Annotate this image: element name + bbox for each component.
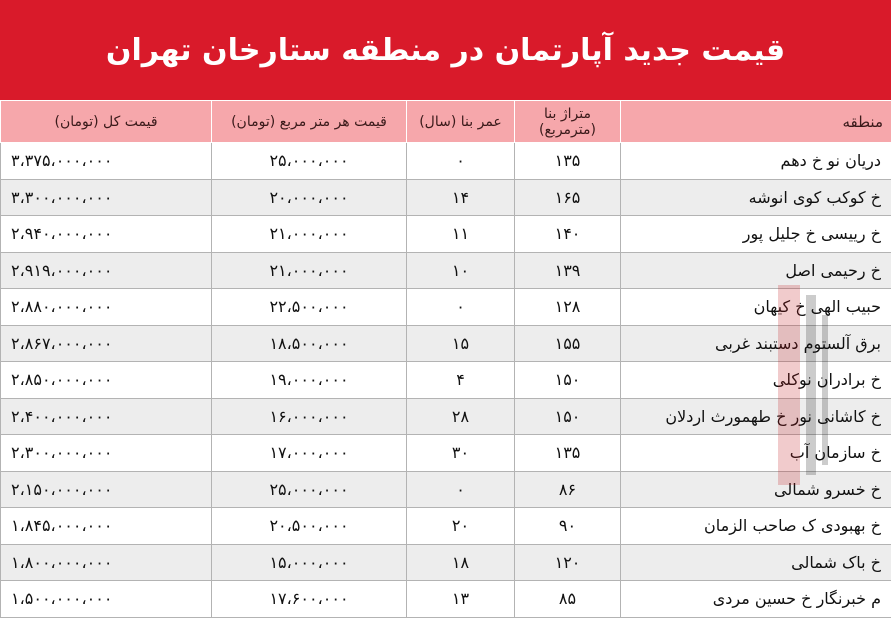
cell-region: برق آلستوم دستبند غربی: [621, 325, 891, 362]
table-row: [1, 435, 891, 472]
cell-area: ۸۵: [515, 581, 621, 618]
cell-total-price: ۲،۳۰۰،۰۰۰،۰۰۰: [1, 435, 212, 472]
cell-price-per-sqm: ۲۵،۰۰۰،۰۰۰: [212, 471, 407, 508]
table-row: [1, 471, 891, 508]
cell-region: خ برادران نوکلی: [621, 362, 891, 399]
cell-price-per-sqm: ۱۸،۵۰۰،۰۰۰: [212, 325, 407, 362]
cell-age: ۰: [407, 143, 515, 180]
cell-total-price: ۲،۸۵۰،۰۰۰،۰۰۰: [1, 362, 212, 399]
cell-total-price: ۱،۵۰۰،۰۰۰،۰۰۰: [1, 581, 212, 618]
cell-price-per-sqm: ۱۷،۰۰۰،۰۰۰: [212, 435, 407, 472]
table-row: [1, 289, 891, 326]
table-row: [1, 398, 891, 435]
table-row: [1, 508, 891, 545]
cell-price-per-sqm: ۱۵،۰۰۰،۰۰۰: [212, 544, 407, 581]
cell-total-price: ۲،۱۵۰،۰۰۰،۰۰۰: [1, 471, 212, 508]
table-header-row: [1, 101, 891, 143]
table-row: [1, 325, 891, 362]
cell-age: ۰: [407, 471, 515, 508]
table-row: [1, 216, 891, 253]
cell-region: خ باک شمالی: [621, 544, 891, 581]
cell-region: خ خسرو شمالی: [621, 471, 891, 508]
cell-area: ۱۶۵: [515, 179, 621, 216]
header-total-price: قیمت کل (تومان): [1, 101, 212, 143]
table-row: [1, 544, 891, 581]
cell-area: ۱۵۵: [515, 325, 621, 362]
cell-total-price: ۲،۴۰۰،۰۰۰،۰۰۰: [1, 398, 212, 435]
cell-area: ۱۴۰: [515, 216, 621, 253]
cell-region: خ بهبودی ک صاحب الزمان: [621, 508, 891, 545]
cell-price-per-sqm: ۱۶،۰۰۰،۰۰۰: [212, 398, 407, 435]
cell-area: ۱۳۹: [515, 252, 621, 289]
page-title: قیمت جدید آپارتمان در منطقه ستارخان تهران: [0, 0, 891, 100]
cell-area: ۱۲۰: [515, 544, 621, 581]
cell-price-per-sqm: ۲۰،۵۰۰،۰۰۰: [212, 508, 407, 545]
cell-area: ۹۰: [515, 508, 621, 545]
cell-price-per-sqm: ۱۷،۶۰۰،۰۰۰: [212, 581, 407, 618]
cell-region: خ کوکب کوی انوشه: [621, 179, 891, 216]
cell-region: خ رحیمی اصل: [621, 252, 891, 289]
cell-age: ۱۳: [407, 581, 515, 618]
cell-area: ۱۵۰: [515, 362, 621, 399]
cell-region: م خبرنگار خ حسین مردی: [621, 581, 891, 618]
cell-total-price: ۲،۸۸۰،۰۰۰،۰۰۰: [1, 289, 212, 326]
price-table: [0, 100, 891, 618]
table-row: [1, 362, 891, 399]
table-row: [1, 179, 891, 216]
cell-region: خ رییسی خ جلیل پور: [621, 216, 891, 253]
cell-region: خ کاشانی نور خ طهمورث اردلان: [621, 398, 891, 435]
cell-age: ۴: [407, 362, 515, 399]
cell-age: ۳۰: [407, 435, 515, 472]
table-row: [1, 581, 891, 618]
cell-age: ۱۵: [407, 325, 515, 362]
cell-age: ۱۱: [407, 216, 515, 253]
cell-price-per-sqm: ۲۰،۰۰۰،۰۰۰: [212, 179, 407, 216]
table-row: [1, 252, 891, 289]
cell-age: ۲۸: [407, 398, 515, 435]
cell-age: ۱۴: [407, 179, 515, 216]
cell-age: ۱۸: [407, 544, 515, 581]
cell-area: ۸۶: [515, 471, 621, 508]
cell-total-price: ۱،۸۴۵،۰۰۰،۰۰۰: [1, 508, 212, 545]
cell-age: ۲۰: [407, 508, 515, 545]
cell-region: حبیب الهی خ کیهان: [621, 289, 891, 326]
cell-total-price: ۲،۸۶۷،۰۰۰،۰۰۰: [1, 325, 212, 362]
cell-area: ۱۳۵: [515, 143, 621, 180]
cell-total-price: ۳،۳۷۵،۰۰۰،۰۰۰: [1, 143, 212, 180]
cell-price-per-sqm: ۲۱،۰۰۰،۰۰۰: [212, 252, 407, 289]
table-body: [1, 143, 891, 618]
cell-area: ۱۲۸: [515, 289, 621, 326]
cell-price-per-sqm: ۱۹،۰۰۰،۰۰۰: [212, 362, 407, 399]
cell-price-per-sqm: ۲۱،۰۰۰،۰۰۰: [212, 216, 407, 253]
cell-total-price: ۲،۹۴۰،۰۰۰،۰۰۰: [1, 216, 212, 253]
header-price-per-sqm: قیمت هر متر مربع (تومان): [212, 101, 407, 143]
cell-price-per-sqm: ۲۵،۰۰۰،۰۰۰: [212, 143, 407, 180]
table-row: [1, 143, 891, 180]
cell-region: دریان نو خ دهم: [621, 143, 891, 180]
cell-total-price: ۳،۳۰۰،۰۰۰،۰۰۰: [1, 179, 212, 216]
cell-area: ۱۳۵: [515, 435, 621, 472]
header-region: منطقه: [621, 101, 891, 143]
cell-area: ۱۵۰: [515, 398, 621, 435]
cell-age: ۱۰: [407, 252, 515, 289]
cell-total-price: ۲،۹۱۹،۰۰۰،۰۰۰: [1, 252, 212, 289]
cell-age: ۰: [407, 289, 515, 326]
cell-region: خ سازمان آب: [621, 435, 891, 472]
header-age: عمر بنا (سال): [407, 101, 515, 143]
header-area: متراژ بنا (مترمربع): [515, 101, 621, 143]
cell-price-per-sqm: ۲۲،۵۰۰،۰۰۰: [212, 289, 407, 326]
cell-total-price: ۱،۸۰۰،۰۰۰،۰۰۰: [1, 544, 212, 581]
